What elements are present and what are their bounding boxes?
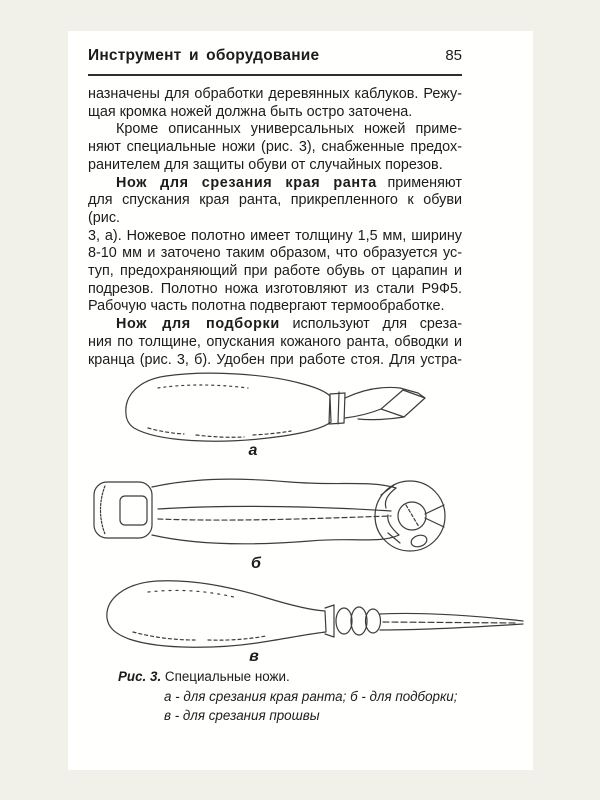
caption-subline: в - для срезания прошвы (164, 708, 320, 723)
body-line: Кроме описанных универсальных ножей приме- (116, 121, 462, 138)
caption-line-main (118, 667, 478, 687)
body-line: Рабочую часть полотна подвергают термообработке. (88, 298, 445, 315)
knife-a-drawing (118, 366, 433, 451)
header-title: Инструмент и оборудование (88, 47, 320, 64)
body-line: няют специальные ножи (рис. 3), снабженные предох- (88, 139, 462, 156)
body-line: ранителем для защиты обуви от случайных порезов. (88, 156, 443, 173)
body-line: туп, предохраняющий при работе обувь от царапин и (88, 263, 462, 280)
running-header (88, 47, 462, 76)
figure-caption (118, 667, 478, 726)
body-line: 8-10 мм и заточено таким образом, что образуется ус- (88, 245, 462, 262)
caption-subline: а - для срезания края ранта; б - для подборки; (164, 688, 458, 704)
body-line: щая кромка ножей должна быть остро заточена. (88, 103, 413, 120)
body-line: подрезов. Полотно ножа изготовляют из стали Р9Ф5. (88, 280, 462, 297)
figure-label-b: б (251, 555, 261, 572)
figure-label-v: в (249, 648, 259, 665)
body-line: кранца (рис. 3, б). Удобен при работе стоя. Для устра- (88, 351, 462, 368)
book-page (68, 31, 533, 770)
knife-b-drawing (88, 465, 463, 567)
caption-figure-label: Рис. 3. (118, 669, 162, 684)
body-line: Нож для срезания края ранта применяют (116, 174, 462, 191)
page-number: 85 (445, 47, 462, 64)
body-line: 3, а). Ножевое полотно имеет толщину 1,5 мм, ширину (88, 227, 462, 244)
body-line: для спускания края ранта, прикрепленного к обуви (рис. (88, 192, 462, 226)
body-line: Нож для подборки используют для среза- (116, 316, 462, 333)
body-line: назначены для обработки деревянных каблуков. Режу- (88, 86, 462, 102)
body-line: ния по толщине, опускания кожаного ранта, обводки и (88, 333, 462, 350)
body-text (88, 86, 462, 369)
caption-title: Специальные ножи. (164, 669, 290, 684)
figure-label-a: а (248, 442, 258, 459)
knife-v-drawing (93, 572, 533, 664)
